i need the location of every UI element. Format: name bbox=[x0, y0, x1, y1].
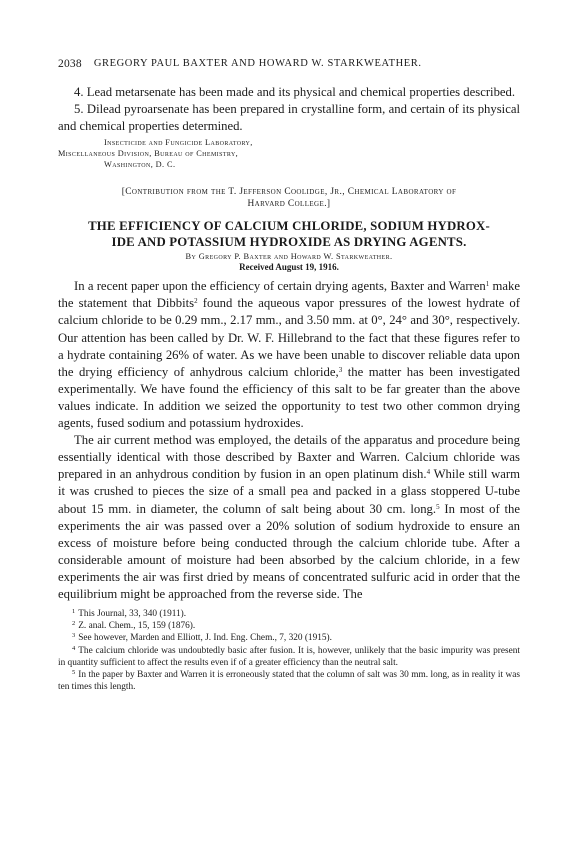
p2-text-b: While still warm it was crushed to pieces the size of a small pea and packed in a glass stoppered U-tube about 15 mm. in diameter, the column of salt being about 30 cm. long. bbox=[58, 467, 520, 516]
footnote-ref-3[interactable]: 3 bbox=[338, 365, 343, 374]
p1-text-a: In a recent paper upon the efficiency of certain drying agents, Baxter and Warren bbox=[74, 279, 486, 294]
article-byline: By Gregory P. Baxter and Howard W. Starkweather. bbox=[185, 252, 393, 262]
footnote-4-text: The calcium chloride was undoubtedly basic after fusion. It is, however, unlikely that the basic impurity was present in quantity sufficient to affect the results even if of a greater efficiency than the neutral salt. bbox=[58, 645, 520, 668]
contribution-line-2: Harvard College.] bbox=[247, 199, 331, 210]
footnote-5-text: In the paper by Baxter and Warren it is erroneously stated that the column of salt was 30 mm. long, as in reality it was ten times this length. bbox=[58, 670, 520, 693]
footnote-4-mark: 4 bbox=[72, 644, 76, 652]
running-head bbox=[58, 58, 520, 70]
lab-line-1: Insecticide and Fungicide Laboratory, bbox=[104, 138, 253, 148]
lab-line-3: Washington, D. C. bbox=[104, 160, 176, 170]
footnote-ref-1[interactable]: 1 bbox=[485, 280, 490, 289]
footnote-4 bbox=[58, 645, 520, 669]
footnote-3-mark: 3 bbox=[72, 632, 76, 640]
footnote-2-mark: 2 bbox=[72, 620, 76, 628]
footnote-3 bbox=[58, 632, 520, 644]
contribution-note bbox=[58, 186, 520, 210]
footnote-1 bbox=[58, 608, 520, 620]
body-paragraph-2 bbox=[58, 432, 520, 603]
footnote-ref-2[interactable]: 2 bbox=[194, 297, 198, 306]
article-title-line-1: THE EFFICIENCY OF CALCIUM CHLORIDE, SODIUM HYDROX- bbox=[88, 219, 490, 234]
p1-text-d: the matter has been investigated experimentally. We have found the efficiency of this salt to be far greater than the above values indicate. In addition we seized the opportunity to test two other common drying agents, fused sodium and potassium hydroxides. bbox=[58, 364, 520, 431]
footnote-2-text: Z. anal. Chem., 15, 159 (1876). bbox=[78, 621, 196, 632]
p1-text-b: make the statement that Dibbits bbox=[58, 279, 520, 311]
footnote-3-text: See however, Marden and Elliott, J. Ind. Eng. Chem., 7, 320 (1915). bbox=[78, 633, 332, 644]
journal-page bbox=[58, 58, 520, 693]
received-date: Received August 19, 1916. bbox=[239, 262, 339, 273]
p2-text-c: In most of the experiments the air was passed over a 20% solution of sodium hydroxide to ensure an excess of moisture before being conducted through the calcium chloride tube. After a considerable amount of moisture had been absorbed by the calcium chloride, in a few experiments the air was first dried by means of concentrated sulfuric acid in order that the equilibrium might be approached from the reverse side. The bbox=[58, 501, 520, 601]
body-paragraph-1 bbox=[58, 278, 520, 432]
conclusion-item-5: 5. Dilead pyroarsenate has been prepared in crystalline form, and certain of its physical and chemical properties determined. bbox=[58, 102, 520, 134]
laboratory-address bbox=[58, 137, 520, 170]
p1-text-c: found the aqueous vapor pressures of the lowest hydrate of calcium chloride to be 0.29 mm., 2.17 mm., and 3.50 mm. at 0°, 24° and 30°, respectively. Our attention has been called by Dr. W. F. Hillebrand to the fact that these figures refer to a hydrate containing 26% of water. As we have been unable to discover reliable data upon the drying efficiency of anhydrous calcium chloride, bbox=[58, 296, 520, 379]
footnote-2 bbox=[58, 620, 520, 632]
footnote-1-text: This Journal, 33, 340 (1911). bbox=[78, 609, 187, 620]
p2-text-a: The air current method was employed, the details of the apparatus and procedure being essentially identical with those described by Baxter and Warren. Calcium chloride was prepared in an anhydrous condition by fusion in an open platinum dish. bbox=[58, 433, 520, 482]
article-title-line-2: IDE AND POTASSIUM HYDROXIDE AS DRYING AGENTS. bbox=[111, 235, 467, 250]
footnote-ref-5[interactable]: 5 bbox=[436, 502, 440, 511]
running-head-authors: GREGORY PAUL BAXTER AND HOWARD W. STARKWEATHER. bbox=[93, 58, 422, 69]
page-number: 2038 bbox=[58, 58, 82, 70]
contribution-line-1: [Contribution from the T. Jefferson Coolidge, Jr., Chemical Laboratory of bbox=[121, 187, 457, 198]
conclusion-item-4: 4. Lead metarsenate has been made and its physical and chemical properties described. bbox=[74, 85, 516, 99]
footnote-ref-4[interactable]: 4 bbox=[426, 468, 431, 477]
lab-line-2: Miscellaneous Division, Bureau of Chemistry, bbox=[58, 149, 239, 159]
footnote-5-mark: 5 bbox=[72, 669, 76, 677]
footnotes bbox=[58, 608, 520, 693]
article-title bbox=[58, 218, 520, 250]
footnote-5 bbox=[58, 669, 520, 693]
footnote-1-mark: 1 bbox=[72, 608, 76, 616]
